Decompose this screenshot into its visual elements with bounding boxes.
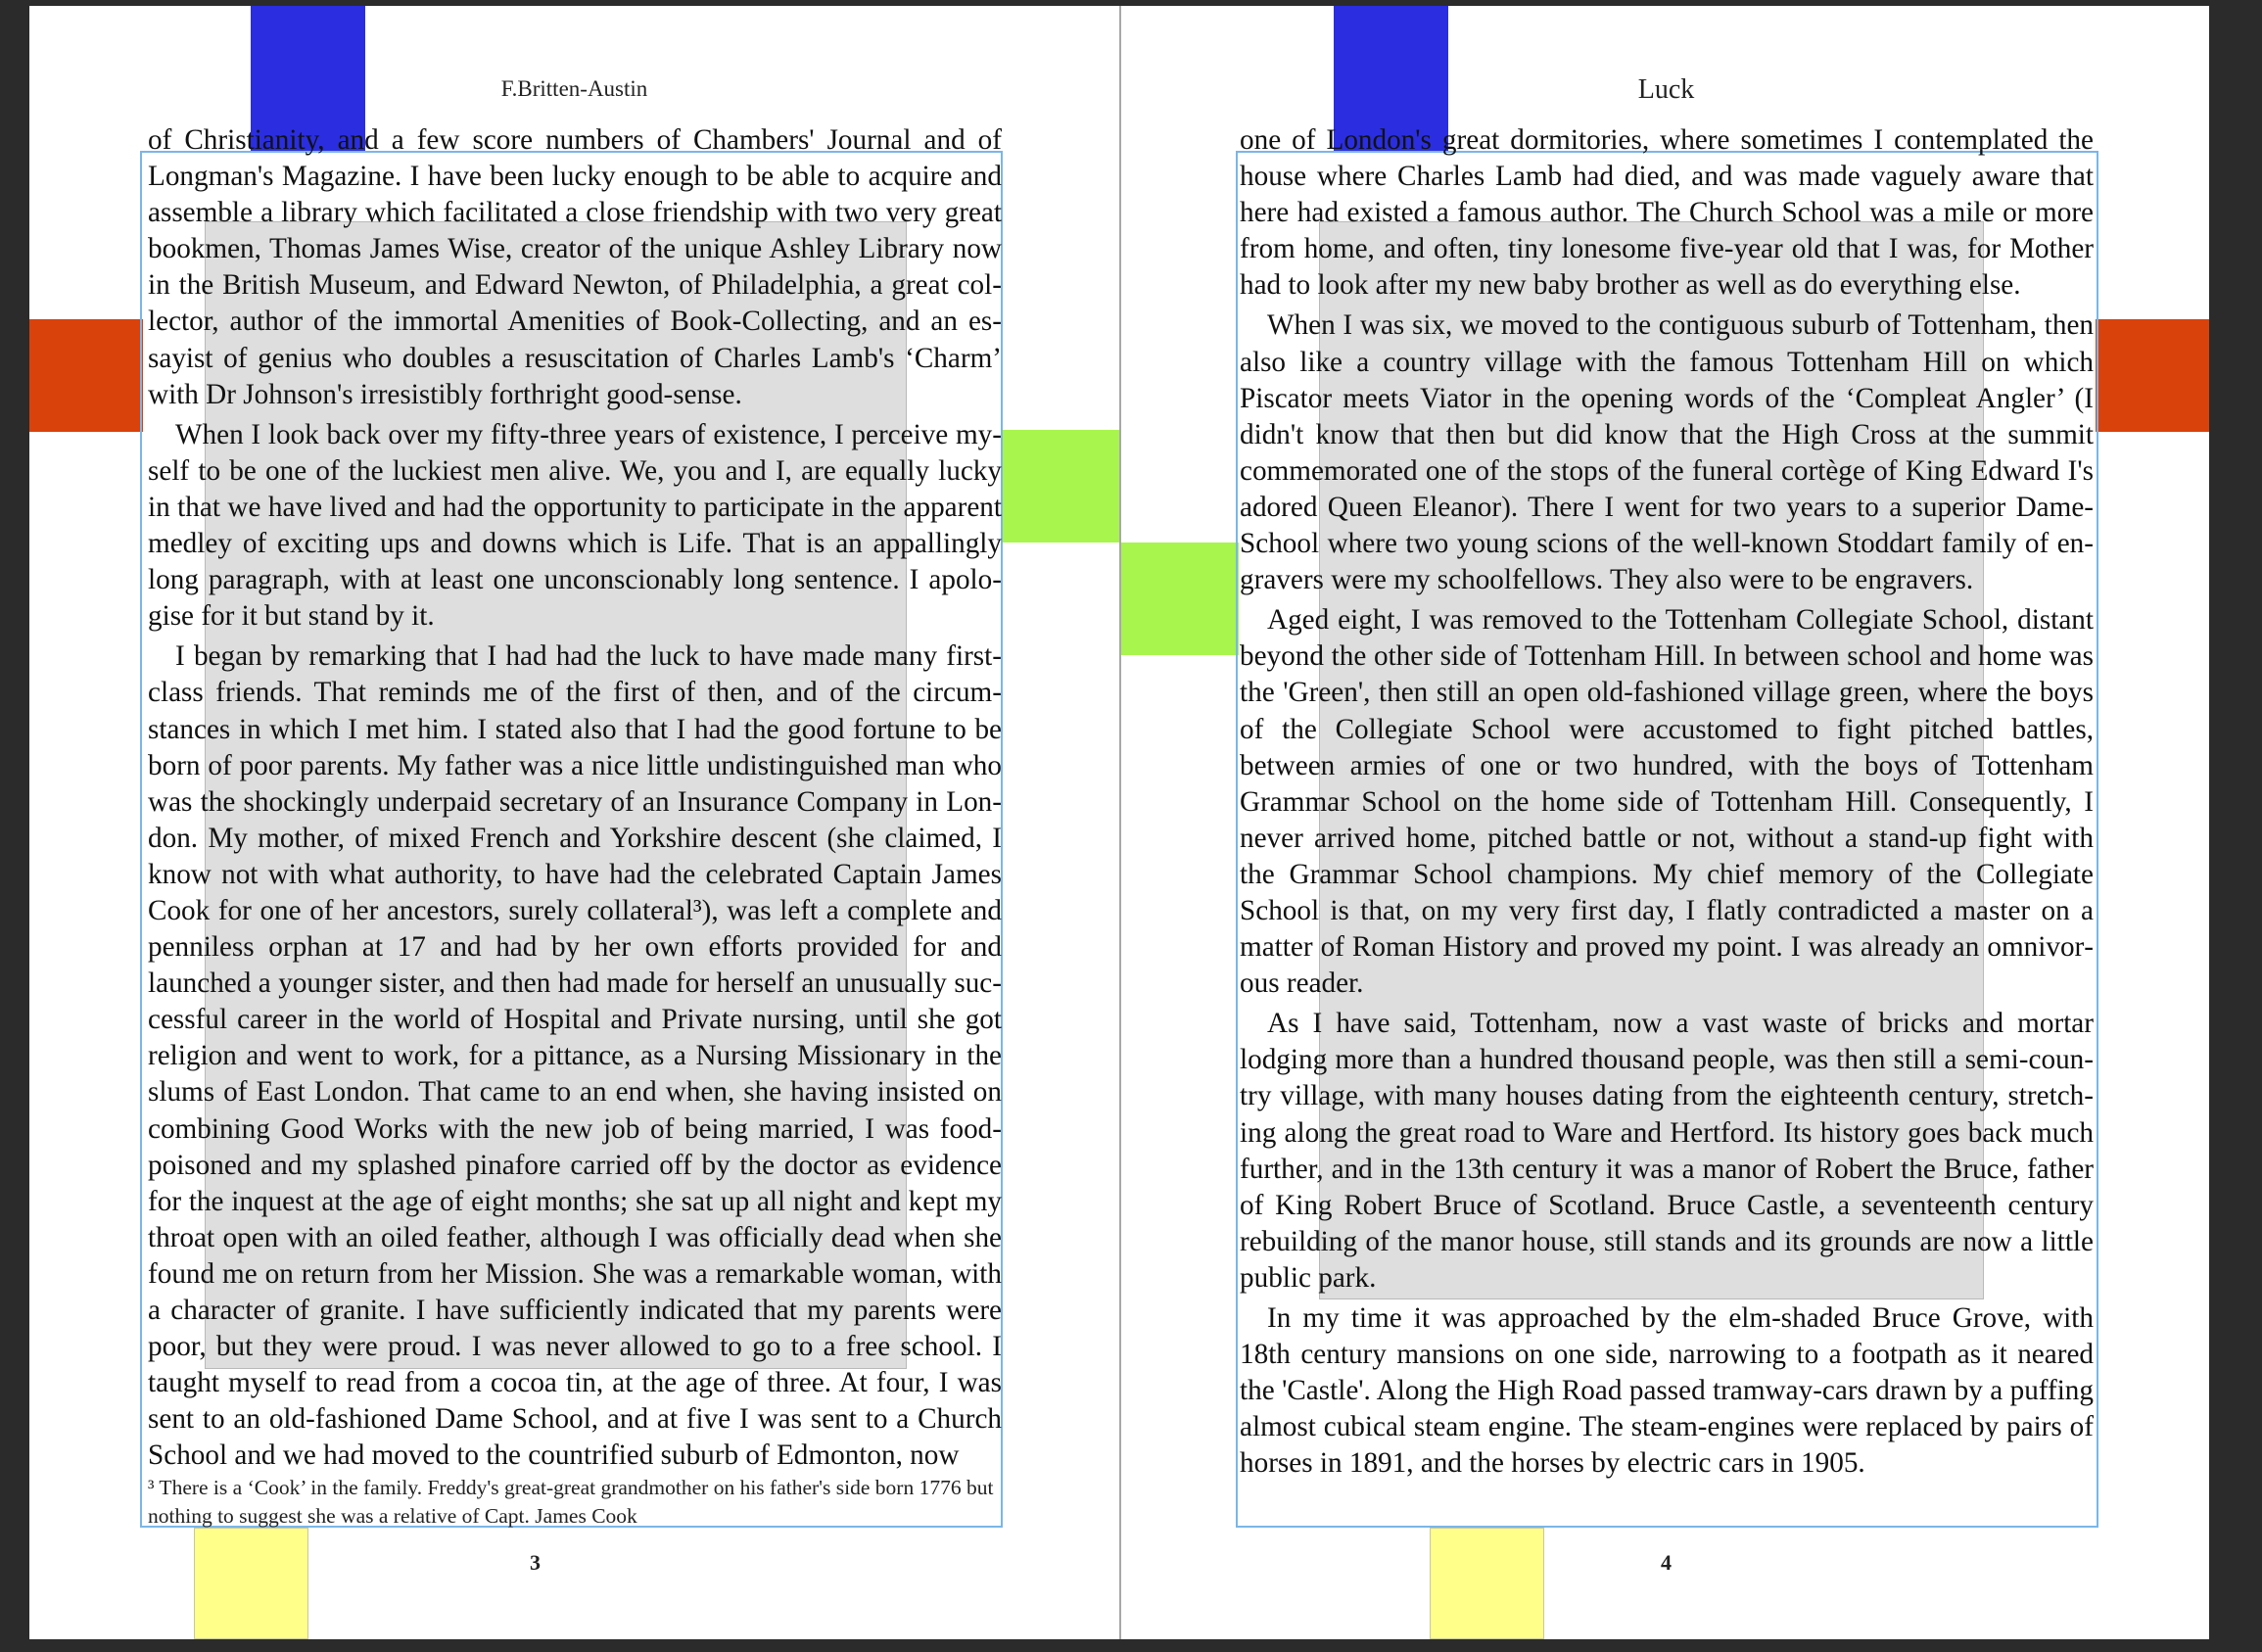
paragraph: of Christianity, and a few score numbers of Chambers' Journal and of Longman's Magazine. I have been lucky enough to be able to acquire and assemble a library which facilitated a close friendship with two very great bookmen, Thomas James Wise, creator of the unique Ashley Library now in the British Museum, and Edward Newton, of Philadelphia, a great collector, author of the immortal Amenities of Book-Collecting, and an essayist of genius who doubles a resuscitation of Charles Lamb's ‘Charm’ with Dr Johnson's irresistibly forthright good-sense. [148, 124, 1002, 410]
paragraph: As I have said, Tottenham, now a vast waste of bricks and mortar lodging more than a hundred thousand people, was then still a semi-country village, with many houses dating from the eighteenth century, stretching along the great road to Ware and Hertford. Its history goes back much further, and in the 13th century it was a manor of Robert the Bruce, father of King Robert Bruce of Scotland. Bruce Castle, a seventeenth century rebuilding of the manor house, still stands and its grounds are now a little public park. [1240, 1008, 2094, 1294]
body-text-right [1240, 122, 2094, 1482]
orange-marker-right [2096, 319, 2209, 432]
left-page [29, 6, 1119, 1639]
yellow-marker-left [194, 1528, 308, 1639]
right-page [1121, 6, 2209, 1639]
paragraph: When I was six, we moved to the contiguous suburb of Tottenham, then also like a country village with the famous Tottenham Hill on which Piscator meets Viator in the opening words of the ‘Compleat Angler’ (I didn't know that then but did know that the High Cross at the summit commemorated one of the stops of the funeral cortège of King Edward I's adored Queen Eleanor). There I went for two years to a superior Dame-School where two young scions of the well-known Stoddart family of engravers were my schoolfellows. They also were to be engravers. [1240, 309, 2094, 596]
orange-marker-left [29, 319, 143, 432]
footnote: ³ There is a ‘Cook’ in the family. Freddy's great-great grandmother on his father's side born 1776 but nothing to suggest she was a relative of Capt. James Cook [148, 1476, 994, 1528]
yellow-marker-right [1430, 1528, 1544, 1639]
page-number-left: 3 [530, 1550, 541, 1575]
body-text-left [148, 122, 1002, 1474]
running-head-right: Luck [1637, 74, 1695, 105]
green-marker-right [1121, 543, 1239, 655]
paragraph: Aged eight, I was removed to the Tottenham Collegiate School, distant beyond the other side of Tottenham Hill. In between school and home was the 'Green', then still an open old-fashioned village green, where the boys of the Collegiate School were accustomed to fight pitched battles, between armies of one or two hundred, with the boys of Tottenham Grammar School on the home side of Tottenham Hill. Consequently, I never arrived home, pitched battle or not, without a stand-up fight with the Grammar School champions. My chief memory of the Collegiate School is that, on my very first day, I flatly contradicted a master on a matter of Roman History and proved my point. I was already an omnivorous reader. [1240, 604, 2094, 1000]
page-number-right: 4 [1661, 1550, 1672, 1575]
book-spread [29, 6, 2209, 1639]
running-head-left: F.Britten-Austin [500, 76, 648, 101]
paragraph: In my time it was approached by the elm-shaded Bruce Grove, with 18th century mansions on one side, narrowing to a footpath as it neared the 'Castle'. Along the High Road passed tramway-cars drawn by a puffing almost cubical steam engine. The steam-engines were replaced by pairs of horses in 1891, and the horses by electric cars in 1905. [1240, 1302, 2094, 1480]
green-marker-left [1002, 430, 1119, 543]
paragraph: I began by remarking that I had had the luck to have made many first-class friends. That reminds me of the first of then, and of the circumstances in which I met him. I stated also that I had the good fortune to be born of poor parents. My father was a nice little undistinguished man who was the shockingly underpaid secretary of an Insurance Company in London. My mother, of mixed French and Yorkshire descent (she claimed, I know not with what authority, to have had the celebrated Captain James Cook for one of her ancestors, surely collateral³), was left a complete and penniless orphan at 17 and had by her own efforts provided for and launched a younger sister, and then had made for herself an unusually successful career in the world of Hospital and Private nursing, until she got religion and went to work, for a pittance, as a Nursing Missionary in the slums of East London. That came to an end when, she having insisted on combining Good Works with the new job of being married, I was food-poisoned and my splashed pinafore carried off by the doctor as evidence for the inquest at the age of eight months; she sat up all night and kept my throat open with an oiled feather, although I was officially dead when she found me on return from her Mission. She was a remarkable woman, with a character of granite. I have sufficiently indicated that my parents were poor, but they were proud. I was never allowed to go to a free school. I taught myself to read from a cocoa tin, at the age of three. At four, I was sent to an old-fashioned Dame School, and at five I was sent to a Church School and we had moved to the countrified suburb of Edmonton, now [148, 640, 1002, 1472]
paragraph: When I look back over my fifty-three years of existence, I perceive myself to be one of the luckiest men alive. We, you and I, are equally lucky in that we have lived and had the opportunity to participate in the apparent medley of exciting ups and downs which is Life. That is an appallingly long paragraph, with at least one unconscionably long sentence. I apologise for it but stand by it. [148, 418, 1002, 633]
paragraph: one of London's great dormitories, where sometimes I contemplated the house where Charles Lamb had died, and was made vaguely aware that here had existed a famous author. The Church School was a mile or more from home, and often, tiny lonesome five-year old that I was, for Mother had to look after my new baby brother as well as do everything else. [1240, 124, 2094, 302]
